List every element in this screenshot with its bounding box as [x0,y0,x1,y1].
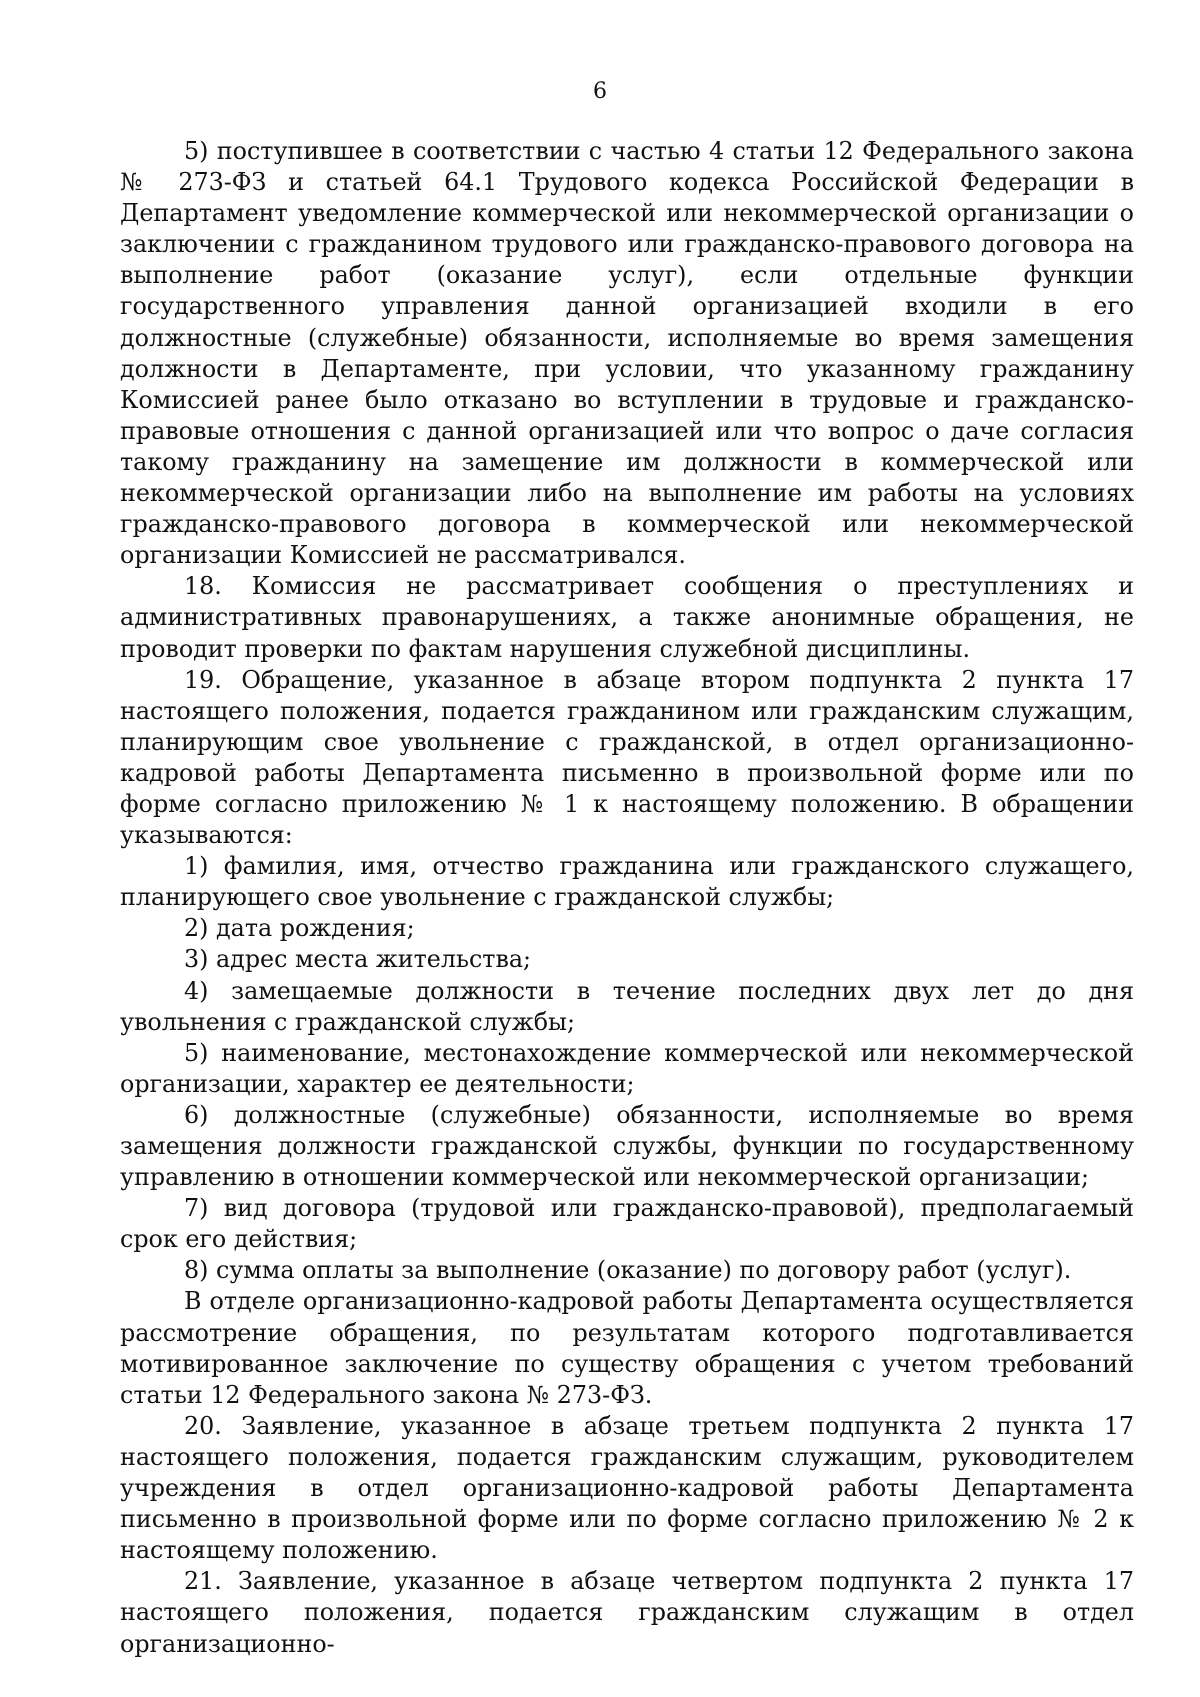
list-item-8: 8) сумма оплаты за выполнение (оказание) по договору работ (услуг). [184,1256,1072,1285]
paragraph-item-5: 5) поступившее в соответствии с частью 4 статьи 12 Федерального закона № 273-ФЗ и статьей 64.1 Трудового кодекса Российской Федерации в Департамент уведомление коммерческой или некоммерческой организации о заключении с гражданином трудового или гражданско-правового договора на выполнение работ (оказание услуг), если отдельные функции государственного управления данной организацией входили в его должностные (служебные) обязанности, исполняемые во время замещения должности в Департаменте, при условии, что указанному гражданину Комиссией ранее было отказано во вступлении в трудовые и гражданско-правовые отношения с данной организацией или что вопрос о даче согласия такому гражданину на замещение им должности в коммерческой или некоммерческой организации либо на выполнение им работы на условиях гражданско-правового договора в коммерческой или некоммерческой организации Комиссией не рассматривался. [120,137,1134,570]
document-body [120,136,1134,1660]
list-item-6: 6) должностные (служебные) обязанности, исполняемые во время замещения должности гражданской службы, функции по государственному управлению в отношении коммерческой или некоммерческой организации; [120,1100,1134,1192]
paragraph-18: 18. Комиссия не рассматривает сообщения о преступлениях и административных правонарушениях, а также анонимные обращения, не проводит проверки по фактам нарушения служебной дисциплины. [120,572,1134,663]
list-item-7: 7) вид договора (трудовой или гражданско-правовой), предполагаемый срок его действия; [120,1194,1134,1254]
list-item-3: 3) адрес места жительства; [184,945,532,974]
paragraph-review: В отделе организационно-кадровой работы Департамента осуществляется рассмотрение обращения, по результатам которого подготавливается мотивированное заключение по существу обращения с учетом требований статьи 12 Федерального закона № 273-ФЗ. [120,1287,1134,1409]
paragraph-19: 19. Обращение, указанное в абзаце втором подпункта 2 пункта 17 настоящего положения, подается гражданином или гражданским служащим, планирующим свое увольнение с гражданской, в отдел организационно-кадровой работы Департамента письменно в произвольной форме или по форме согласно приложению № 1 к настоящему положению. В обращении указываются: [120,665,1134,850]
list-item-5: 5) наименование, местонахождение коммерческой или некоммерческой организации, характер ее деятельности; [120,1038,1134,1098]
paragraph-20: 20. Заявление, указанное в абзаце третьем подпункта 2 пункта 17 настоящего положения, подается гражданским служащим, руководителем учреждения в отдел организационно-кадровой работы Департамента письменно в произвольной форме или по форме согласно приложению № 2 к настоящему положению. [120,1411,1134,1565]
list-item-4: 4) замещаемые должности в течение последних двух лет до дня увольнения с гражданской службы; [120,976,1134,1036]
list-item-2: 2) дата рождения; [184,914,415,943]
paragraph-21: 21. Заявление, указанное в абзаце четвертом подпункта 2 пункта 17 настоящего положения, подается гражданским служащим в отдел организационно- [120,1567,1134,1658]
list-item-1: 1) фамилия, имя, отчество гражданина или гражданского служащего, планирующего свое увольнение с гражданской службы; [120,852,1134,912]
page-number: 6 [593,79,607,104]
